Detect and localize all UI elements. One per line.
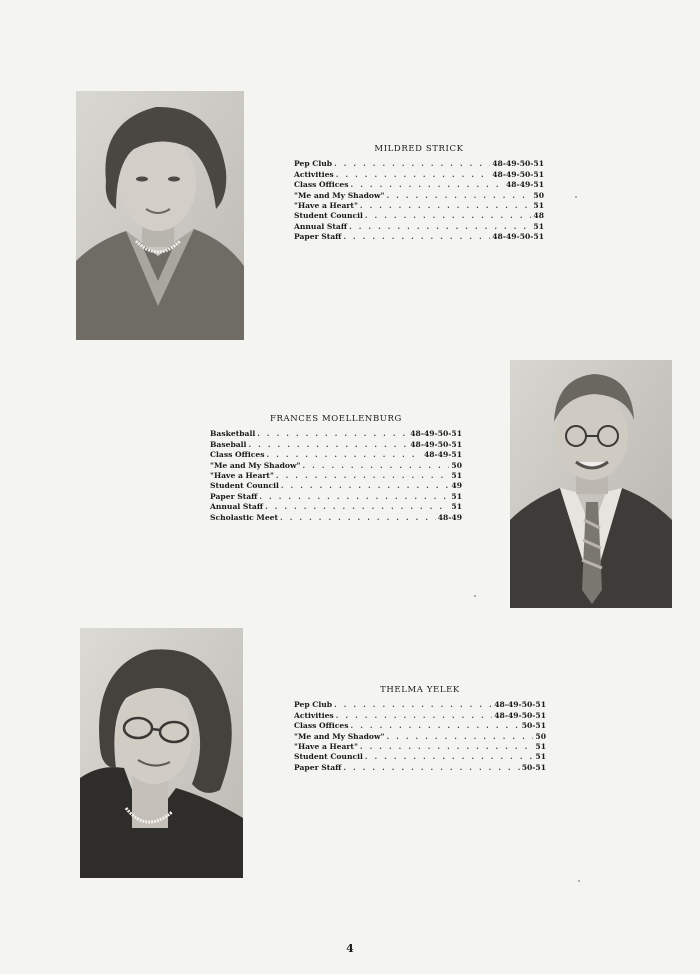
activity-years: 51: [533, 221, 544, 231]
activity-row: [210, 438, 462, 448]
dot-leader: [248, 440, 408, 449]
paper-speck: [474, 595, 476, 597]
dot-leader: [343, 232, 490, 241]
activity-row: [210, 428, 462, 438]
activity-years: 50: [535, 731, 546, 741]
activity-name: Paper Staff: [294, 232, 342, 242]
activity-name: "Me and My Shadow": [294, 731, 385, 741]
portrait-photo-frances-moellenburg: [510, 360, 672, 608]
activity-name: "Me and My Shadow": [294, 190, 385, 200]
portrait-photo-thelma-yelek: [80, 628, 243, 878]
paper-speck: [575, 196, 577, 198]
activity-row: [210, 480, 462, 490]
activity-name: Paper Staff: [210, 491, 258, 501]
activity-years: 48-49: [437, 512, 462, 522]
dot-leader: [281, 481, 450, 490]
activity-years: 48-49-51: [423, 450, 462, 460]
dot-leader: [303, 461, 450, 470]
activity-name: "Me and My Shadow": [210, 460, 301, 470]
activity-years: 48-49-51: [505, 180, 544, 190]
activity-years: 51: [533, 200, 544, 210]
activity-row: [294, 210, 544, 220]
activity-name: Scholastic Meet: [210, 512, 279, 522]
activity-row: [294, 720, 546, 730]
dot-leader: [336, 711, 493, 720]
activity-name: Student Council: [210, 481, 279, 491]
dot-leader: [265, 502, 449, 511]
dot-leader: [360, 742, 534, 751]
activity-name: Activities: [294, 710, 334, 720]
activity-name: "Have a Heart": [210, 470, 274, 480]
activity-years: 50: [533, 190, 544, 200]
activity-row: [294, 189, 544, 199]
activity-row: [294, 200, 544, 210]
dot-leader: [360, 201, 532, 210]
activity-name: Paper Staff: [294, 762, 342, 772]
activity-name: Basketball: [210, 429, 256, 439]
activity-name: Pep Club: [294, 159, 333, 169]
dot-leader: [349, 222, 531, 231]
activity-years: 50: [451, 460, 462, 470]
dot-leader: [351, 721, 520, 730]
student-entry-1: [294, 144, 544, 241]
dot-leader: [387, 191, 532, 200]
activity-years: 48-49-50-51: [410, 429, 462, 439]
activity-years: 48-49-50-51: [494, 710, 546, 720]
activity-row: [294, 158, 544, 168]
activity-row: [294, 709, 546, 719]
activity-years: 48-49-50-51: [492, 169, 544, 179]
activity-row: [210, 511, 462, 521]
activity-list: [294, 699, 546, 772]
dot-leader: [351, 180, 504, 189]
activity-row: [294, 231, 544, 241]
activity-row: [294, 761, 546, 771]
activity-years: 50-51: [521, 721, 546, 731]
activity-years: 48-49-50-51: [492, 232, 544, 242]
paper-speck: [578, 880, 580, 882]
activity-years: 51: [535, 741, 546, 751]
activity-name: Class Offices: [294, 180, 349, 190]
student-name: FRANCES MOELLENBURG: [270, 414, 402, 424]
student-entry-2: [210, 414, 462, 522]
activity-name: Class Offices: [294, 721, 349, 731]
activity-name: Annual Staff: [294, 221, 348, 231]
activity-row: [294, 730, 546, 740]
dot-leader: [257, 429, 408, 438]
activity-years: 48-49-50-51: [410, 439, 462, 449]
student-entry-3: [294, 685, 546, 772]
dot-leader: [276, 471, 450, 480]
activity-row: [294, 699, 546, 709]
dot-leader: [334, 159, 490, 168]
dot-leader: [365, 752, 534, 761]
activity-name: Pep Club: [294, 700, 333, 710]
activity-list: [210, 428, 462, 522]
activity-years: 48-49-50-51: [494, 700, 546, 710]
activity-name: "Have a Heart": [294, 200, 358, 210]
activity-row: [210, 501, 462, 511]
dot-leader: [334, 700, 492, 709]
dot-leader: [259, 492, 449, 501]
activity-years: 51: [535, 752, 546, 762]
activity-row: [294, 220, 544, 230]
activity-years: 51: [451, 502, 462, 512]
activity-row: [210, 490, 462, 500]
activity-years: 49: [451, 481, 462, 491]
activity-name: Activities: [294, 169, 334, 179]
activity-row: [210, 470, 462, 480]
student-name: THELMA YELEK: [380, 685, 460, 695]
student-name: MILDRED STRICK: [374, 144, 464, 154]
activity-list: [294, 158, 544, 241]
activity-row: [294, 741, 546, 751]
portrait-photo-mildred-strick: [76, 91, 244, 340]
activity-row: [210, 459, 462, 469]
dot-leader: [343, 763, 519, 772]
activity-years: 48-49-50-51: [492, 159, 544, 169]
activity-name: Student Council: [294, 752, 363, 762]
activity-years: 51: [451, 470, 462, 480]
activity-years: 48: [533, 211, 544, 221]
dot-leader: [365, 211, 532, 220]
activity-row: [294, 168, 544, 178]
activity-row: [210, 449, 462, 459]
activity-years: 50-51: [521, 762, 546, 772]
activity-name: Baseball: [210, 439, 247, 449]
activity-name: Annual Staff: [210, 502, 264, 512]
activity-row: [294, 751, 546, 761]
dot-leader: [336, 170, 491, 179]
activity-years: 51: [451, 491, 462, 501]
activity-row: [294, 179, 544, 189]
dot-leader: [387, 732, 534, 741]
dot-leader: [280, 513, 436, 522]
activity-name: Class Offices: [210, 450, 265, 460]
dot-leader: [267, 450, 422, 459]
activity-name: Student Council: [294, 211, 363, 221]
activity-name: "Have a Heart": [294, 741, 358, 751]
page-number: 4: [346, 942, 354, 955]
